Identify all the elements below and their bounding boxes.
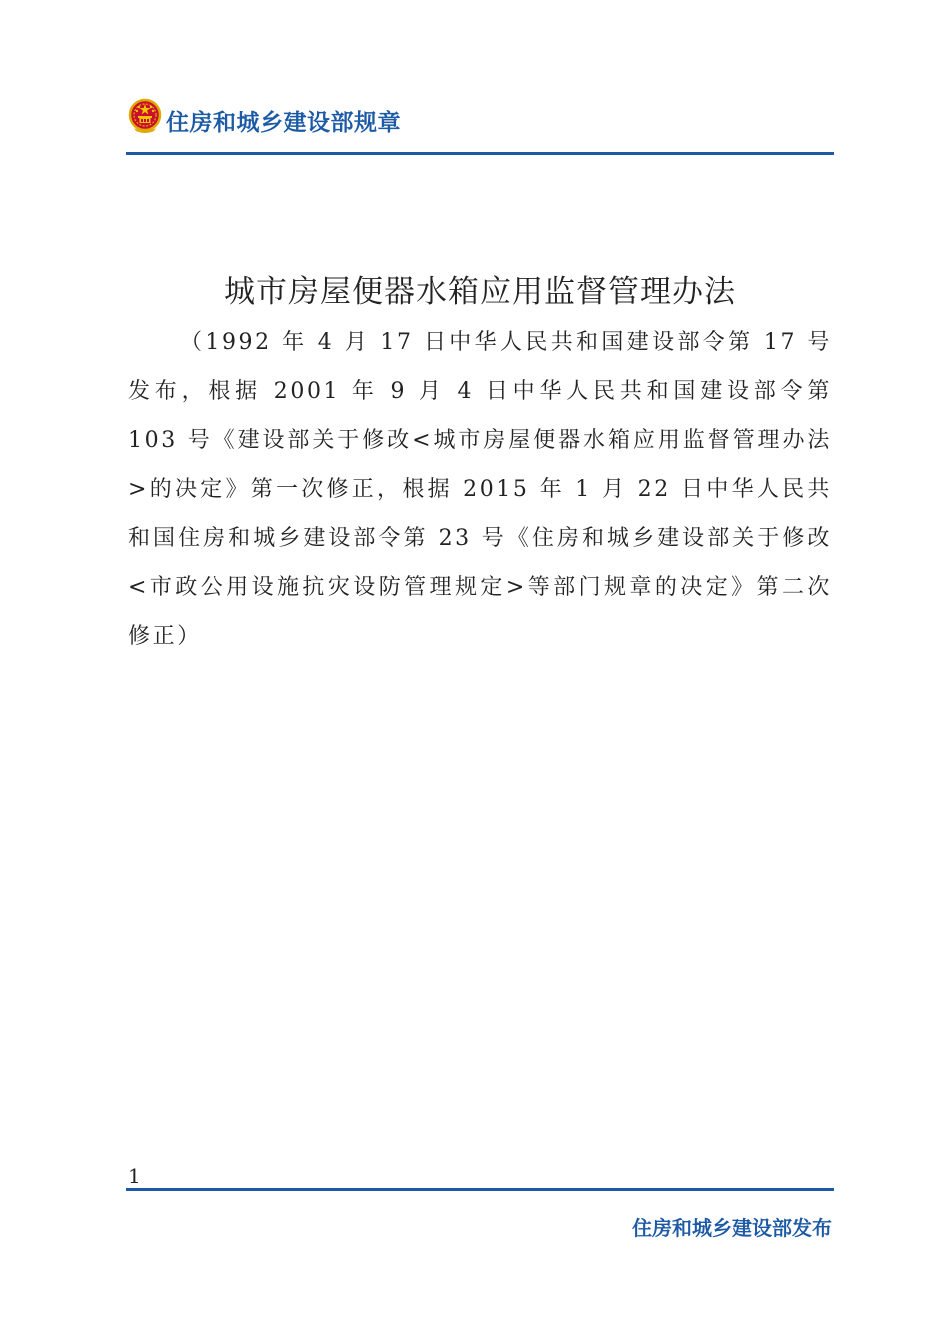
- header-divider: [126, 152, 834, 155]
- footer-publisher: 住房和城乡建设部发布: [632, 1216, 832, 1240]
- document-title: 城市房屋便器水箱应用监督管理办法: [224, 274, 736, 310]
- national-emblem-icon: [128, 98, 162, 134]
- footer-divider: [126, 1188, 834, 1191]
- page-number: 1: [128, 1164, 141, 1188]
- page-header: [128, 98, 834, 146]
- promulgation-note: （1992 年 4 月 17 日中华人民共和国建设部令第 17 号发布，根据 2001 年 9 月 4 日中华人民共和国建设部令第 103 号《建设部关于修改<城市房屋便器水箱应用监督管理办法>的决定》第一次修正，根据 2015 年 1 月 22 日中华人民共和国住房和城乡建设部令第 23 号《住房和城乡建设部关于修改<市政公用设施抗灾设防管理规定>等部门规章的决定》第二次修正）: [128, 330, 832, 649]
- header-title: 住房和城乡建设部规章: [166, 110, 401, 136]
